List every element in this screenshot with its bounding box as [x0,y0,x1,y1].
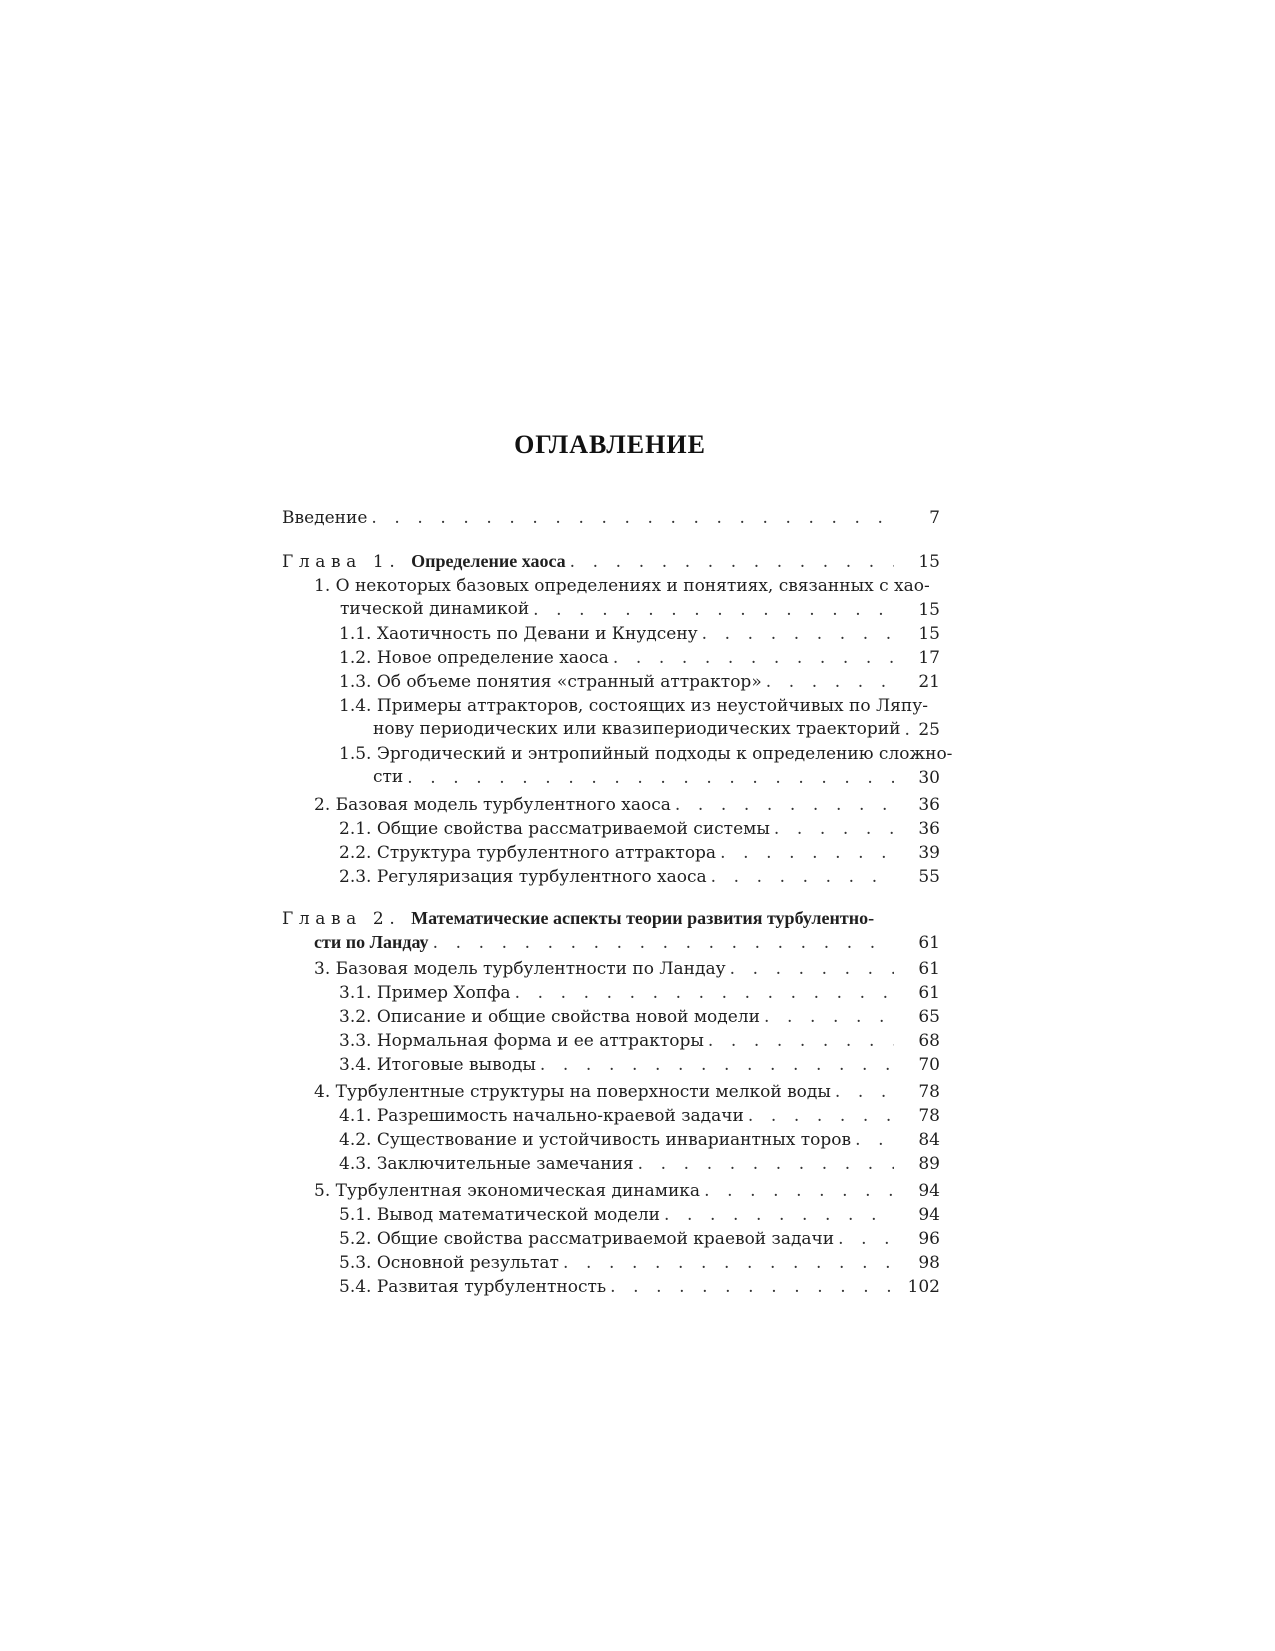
toc-subsection-3-2[interactable] [282,1005,940,1029]
toc-entry-text: 1.4. Примеры аттракторов, состоящих из неустойчивых по Ляпу- [339,696,928,716]
dot-leader [698,622,894,646]
toc-entry-text: 1.5. Эргодический и энтропийный подходы к определению сложно- [339,744,953,764]
dot-leader [851,1128,894,1152]
toc-subsection-4-3[interactable] [282,1152,940,1176]
dot-leader [744,1104,894,1128]
toc-section-1[interactable] [282,576,940,622]
toc-entry-text: 5. Турбулентная экономическая динамика [314,1181,701,1201]
toc-subsection-1-3[interactable] [282,670,940,694]
dot-leader [704,1029,894,1053]
dot-leader [609,646,894,670]
dot-leader [566,550,894,574]
dot-leader [429,931,894,955]
toc-entry-text: 2.2. Структура турбулентного аттрактора [339,843,717,863]
dot-leader [770,817,894,841]
toc-entry-text: 3.2. Описание и общие свойства новой модели [339,1007,760,1027]
toc-entry-text-continued: нову периодических или квазипериодических траекторий [373,719,901,739]
dot-leader [559,1251,894,1275]
toc-page-number: 15 [918,600,940,620]
toc-page-number: 21 [918,672,940,692]
dot-leader [536,1053,894,1077]
toc-page-number: 39 [918,843,940,863]
toc-entry-text-continued: тической динамикой [340,599,530,619]
toc-entry-text: 5.1. Вывод математической модели [339,1205,660,1225]
chapter-title: Математические аспекты теории развития турбулентно- [411,908,875,928]
toc-subsection-2-3[interactable] [282,865,940,889]
toc-page-number: 61 [918,959,940,979]
toc-subsection-3-4[interactable] [282,1053,940,1077]
toc-page-number: 15 [918,624,940,644]
toc-subsection-1-1[interactable] [282,622,940,646]
toc-entry-text: 4.1. Разрешимость начально-краевой задачи [339,1106,744,1126]
chapter-title: Определение хаоса [411,551,566,571]
toc-page-number: 98 [918,1253,940,1273]
toc-page-number: 84 [918,1130,940,1150]
toc-subsection-2-2[interactable] [282,841,940,865]
dot-leader [831,1080,894,1104]
toc-entry-text: 5.3. Основной результат [339,1253,559,1273]
dot-leader [726,957,894,981]
toc-page-number: 30 [918,768,940,788]
toc-subsection-4-2[interactable] [282,1128,940,1152]
dot-leader [760,1005,894,1029]
dot-leader [660,1203,894,1227]
toc-section-3[interactable] [282,957,940,981]
dot-leader [700,1179,894,1203]
toc-entry-text: 1.1. Хаотичность по Девани и Кнудсену [339,624,698,644]
toc-entry-text: 4.2. Существование и устойчивость инвариантных торов [339,1130,852,1150]
dot-leader [367,506,894,530]
toc-entry-text: Введение [282,508,368,528]
toc-entry-text: 2.3. Регуляризация турбулентного хаоса [339,867,707,887]
toc-entry-text-continued: сти [373,767,404,787]
toc-entry-text: 5.4. Развитая турбулентность [339,1277,607,1297]
toc-entry-text: 3. Базовая модель турбулентности по Ландау [314,959,726,979]
dot-leader [671,793,894,817]
toc-page-number: 78 [918,1082,940,1102]
toc-page-number: 61 [918,983,940,1003]
toc-entry-text: 2.1. Общие свойства рассматриваемой системы [339,819,770,839]
toc-subsection-1-5[interactable] [282,744,953,790]
toc-entry-text: 3.1. Пример Хопфа [339,983,511,1003]
toc-page-number: 96 [918,1229,940,1249]
toc-entry-text: 1.2. Новое определение хаоса [339,648,609,668]
toc-section-2[interactable] [282,793,940,817]
dot-leader [634,1152,894,1176]
dot-leader [762,670,894,694]
toc-page-number: 36 [918,795,940,815]
toc-subsection-4-1[interactable] [282,1104,940,1128]
toc-subsection-3-3[interactable] [282,1029,940,1053]
dot-leader [529,598,894,622]
page-title: ОГЛАВЛЕНИЕ [514,430,706,459]
chapter-label: Глава 1. [282,552,401,572]
toc-page-number: 7 [929,508,940,528]
toc-page-number: 55 [918,867,940,887]
toc-subsection-5-1[interactable] [282,1203,940,1227]
toc-entry-text: 1. О некоторых базовых определениях и понятиях, связанных с хао- [314,576,930,596]
toc-entry-text: 5.2. Общие свойства рассматриваемой краевой задачи [339,1229,835,1249]
toc-page-number: 15 [918,552,940,572]
toc-page-number: 89 [918,1154,940,1174]
toc-subsection-5-4[interactable] [282,1275,940,1299]
toc-chapter-1[interactable] [282,550,940,574]
toc-subsection-1-2[interactable] [282,646,940,670]
toc-subsection-2-1[interactable] [282,817,940,841]
dot-leader [834,1227,894,1251]
toc-page-number: 78 [918,1106,940,1126]
toc-subsection-3-1[interactable] [282,981,940,1005]
toc-entry-text: 4.3. Заключительные замечания [339,1154,634,1174]
toc-page-number: 65 [918,1007,940,1027]
toc-page-number: 36 [918,819,940,839]
toc-page-number: 102 [907,1277,940,1297]
dot-leader [606,1275,894,1299]
toc-entry-text: 1.3. Об объеме понятия «странный аттрактор» [339,672,762,692]
toc-entry-text: 3.4. Итоговые выводы [339,1055,536,1075]
toc-subsection-5-2[interactable] [282,1227,940,1251]
toc-page-number: 70 [918,1055,940,1075]
toc-page-number: 68 [918,1031,940,1051]
toc-page-number: 25 [918,720,940,740]
toc-chapter-2[interactable] [282,909,940,955]
toc-page-number: 17 [918,648,940,668]
toc-entry-text: 4. Турбулентные структуры на поверхности мелкой воды [314,1082,831,1102]
toc-page-number: 94 [918,1181,940,1201]
dot-leader [707,865,894,889]
toc-entry-text: 3.3. Нормальная форма и ее аттракторы [339,1031,704,1051]
toc-section-5[interactable] [282,1179,940,1203]
toc-page-number: 61 [918,933,940,953]
table-of-contents [282,506,953,1299]
dot-leader [511,981,894,1005]
toc-section-4[interactable] [282,1080,940,1104]
toc-entry-intro[interactable] [282,506,940,530]
chapter-label: Глава 2. [282,909,401,929]
toc-subsection-1-4[interactable] [282,696,940,742]
toc-entry-text: 2. Базовая модель турбулентного хаоса [314,795,671,815]
chapter-title-continued: сти по Ландау [314,932,429,952]
toc-page-number: 94 [918,1205,940,1225]
dot-leader [716,841,894,865]
dot-leader [403,766,894,790]
toc-subsection-5-3[interactable] [282,1251,940,1275]
